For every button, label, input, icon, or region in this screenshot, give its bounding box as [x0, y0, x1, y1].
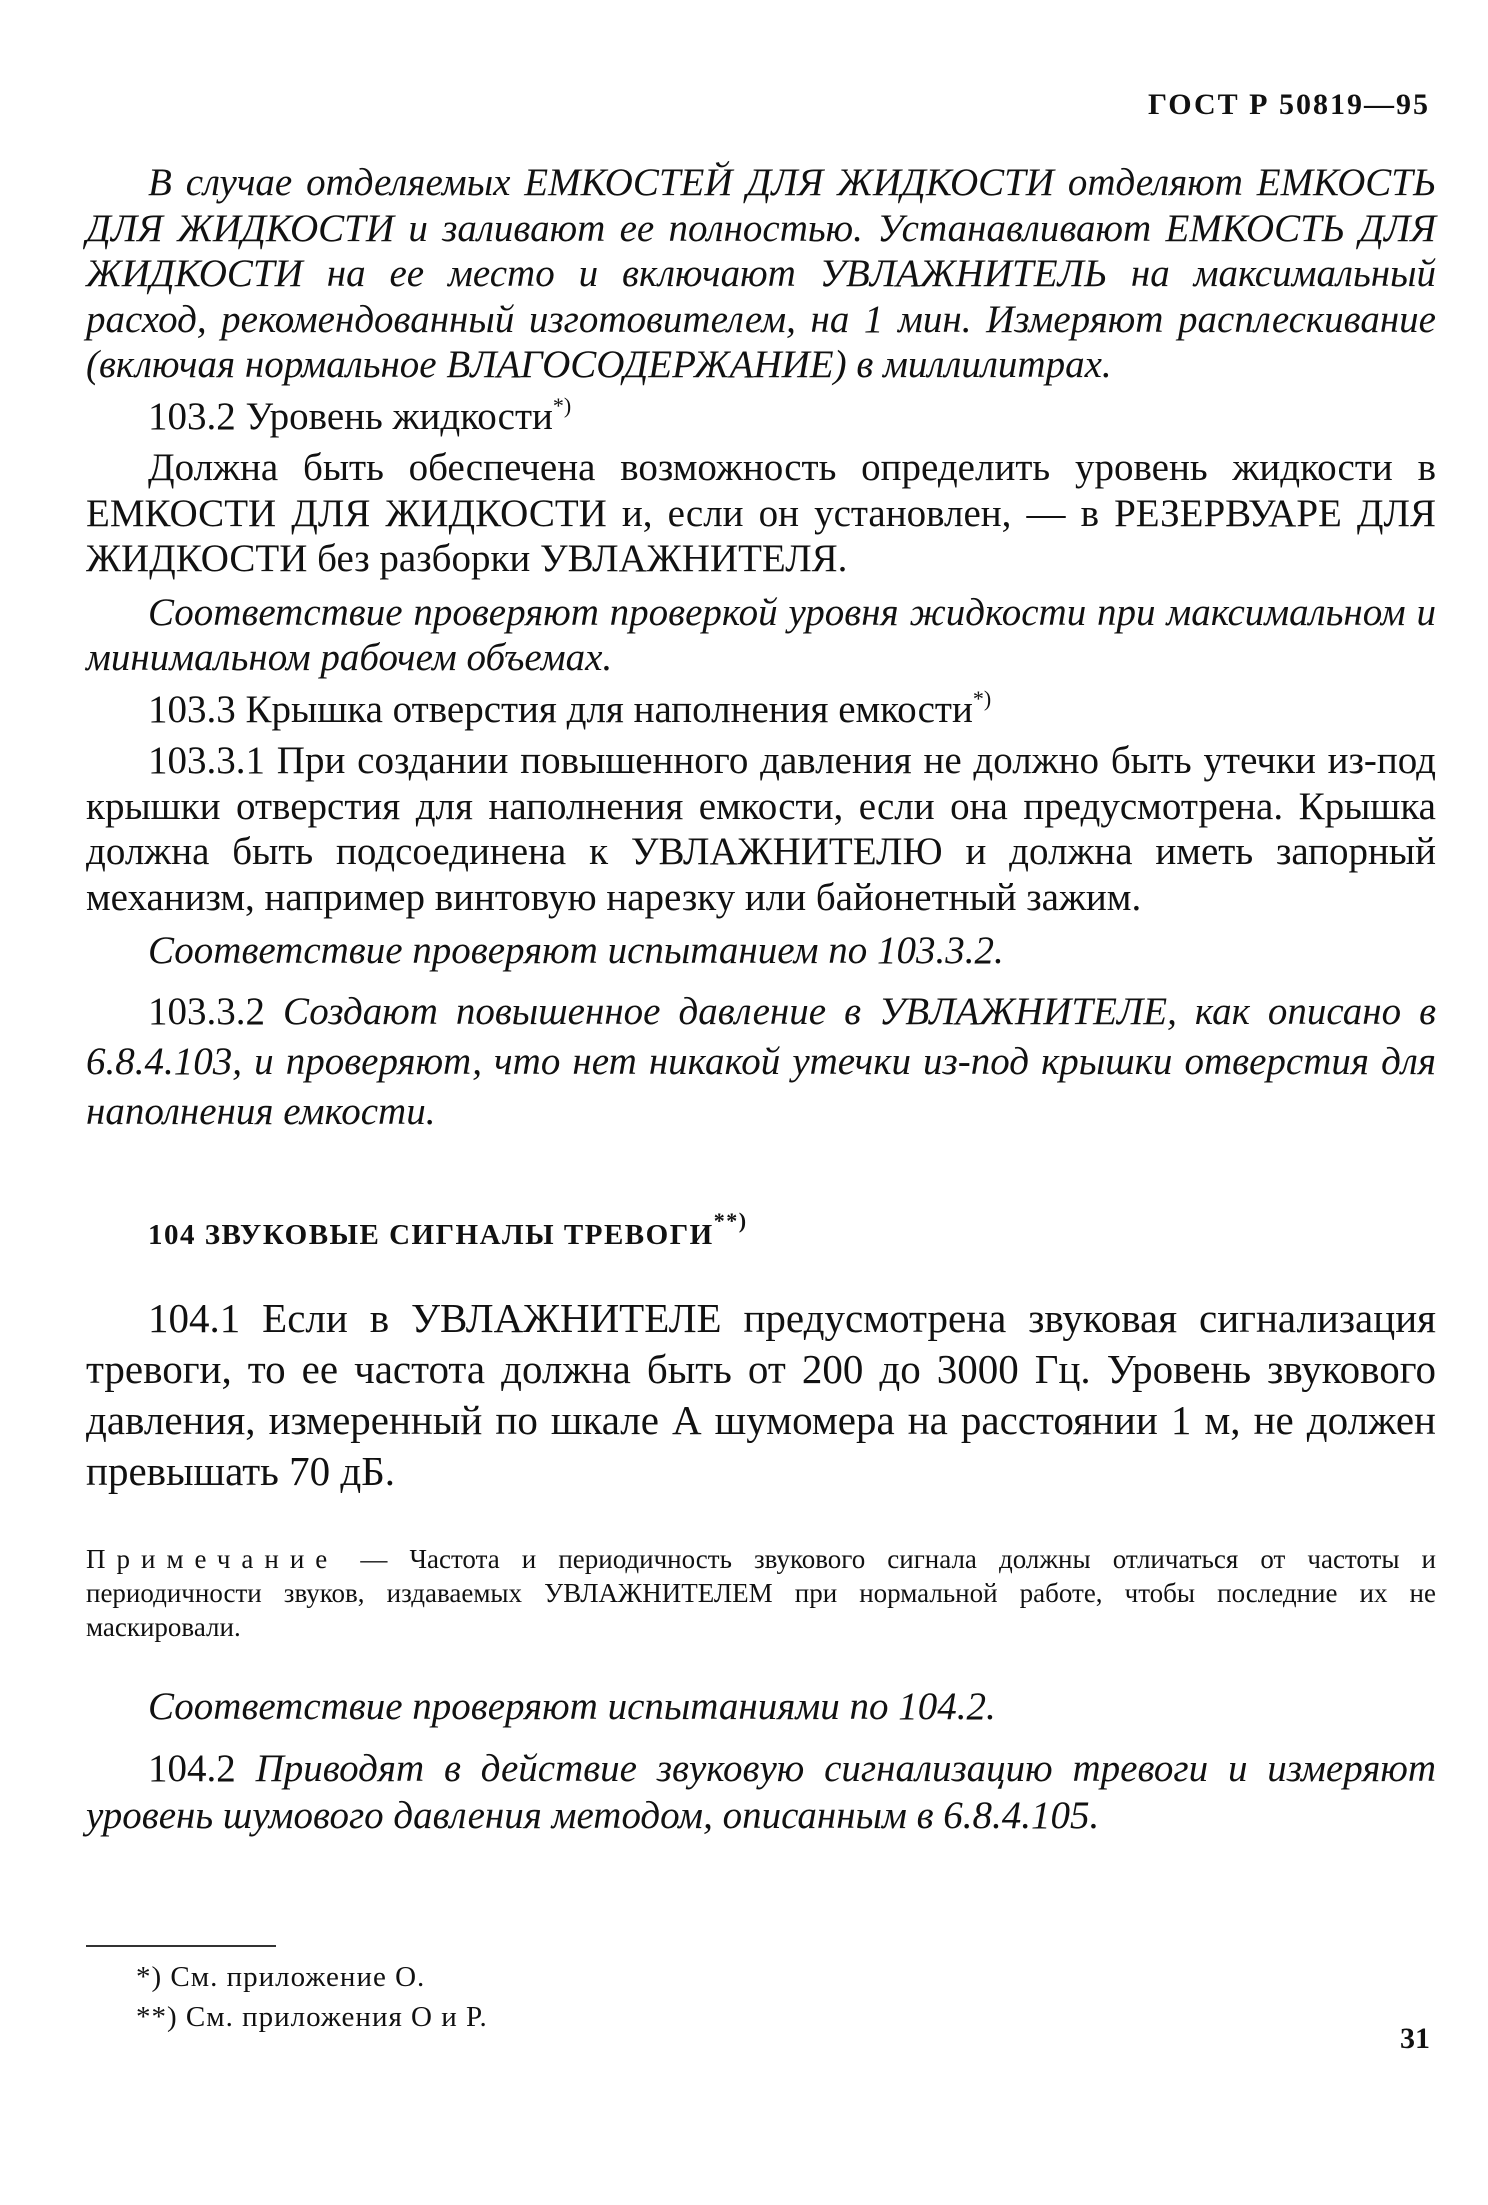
- paragraph-liquid-level: Должна быть обеспечена возможность определить уровень жидкости в ЕМКОСТИ ДЛЯ ЖИДКОСТИ и, если он установлен, — в РЕЗЕРВУАРЕ ДЛЯ ЖИДКОСТИ без разборки УВЛАЖНИТЕЛЯ.: [86, 446, 1436, 580]
- page-header: ГОСТ Р 50819—95: [1147, 88, 1430, 121]
- footnote-mark: *): [136, 1961, 163, 1993]
- section-103-2-title-text: 103.2 Уровень жидкости: [148, 394, 553, 438]
- clause-text: Приводят в действие звуковую сигнализацию тревоги и измеряют уровень шумового давления методом, описанным в 6.8.4.105.: [86, 1747, 1436, 1837]
- footnote-item: [136, 1997, 488, 2037]
- footnotes: [136, 1957, 488, 2037]
- clause-text: Создают повышенное давление в УВЛАЖНИТЕЛЕ, как описано в 6.8.4.103, и проверяют, что нет никакой утечки из-под крышки отверстия для наполнения емкости.: [86, 989, 1437, 1133]
- footnote-ref: **): [713, 1207, 748, 1233]
- note-label: Примечание: [86, 1543, 339, 1574]
- section-104-heading-text: 104 ЗВУКОВЫЕ СИГНАЛЫ ТРЕВОГИ: [148, 1218, 714, 1251]
- paragraph-104-2: [86, 1745, 1436, 1839]
- clause-number: 104.2: [148, 1747, 236, 1790]
- paragraph-spill-test: В случае отделяемых ЕМКОСТЕЙ ДЛЯ ЖИДКОСТИ отделяют ЕМКОСТЬ ДЛЯ ЖИДКОСТИ и заливают ее полностью. Устанавливают ЕМКОСТЬ ДЛЯ ЖИДКОСТИ на ее место и включают УВЛАЖНИТЕЛЬ на максимальный расход, рекомендованный изготовителем, на 1 мин. Измеряют расплескивание (включая нормальное ВЛАГОСОДЕРЖАНИЕ) в миллилитрах.: [86, 161, 1436, 386]
- section-104-heading: [148, 1207, 1436, 1255]
- paragraph-103-3-1: 103.3.1 При создании повышенного давления не должно быть утечки из-под крышки отверстия для наполнения емкости, если она предусмотрена. Крышка должна быть подсоединена к УВЛАЖНИТЕЛЮ и должна иметь запорный механизм, например винтовую нарезку или байонетный зажим.: [86, 739, 1436, 919]
- section-103-3-title-text: 103.3 Крышка отверстия для наполнения емкости: [148, 687, 973, 731]
- paragraph-liquid-level-conformity: Соответствие проверяют проверкой уровня жидкости при максимальном и минимальном рабочем объемах.: [86, 590, 1436, 679]
- page-body: [86, 160, 1436, 1839]
- section-103-3-title: [86, 687, 1436, 733]
- paragraph-103-3-1-conformity: Соответствие проверяют испытанием по 103.3.2.: [148, 929, 1004, 972]
- note-block: [86, 1542, 1436, 1644]
- paragraph-103-3-2: [86, 987, 1436, 1137]
- footnote-mark: **): [136, 2001, 178, 2033]
- footnote-divider: [86, 1945, 276, 1947]
- footnote-text: См. приложения О и Р.: [185, 2001, 488, 2033]
- footnote-ref: *): [972, 685, 992, 711]
- section-103-2-title: [86, 394, 1436, 440]
- page-number: 31: [1400, 2022, 1430, 2055]
- paragraph-104-1-conformity: Соответствие проверяют испытаниями по 104.2.: [148, 1684, 996, 1728]
- footnote-item: [136, 1957, 488, 1997]
- clause-number: 103.3.2: [148, 989, 265, 1033]
- paragraph-104-1: 104.1 Если в УВЛАЖНИТЕЛЕ предусмотрена звуковая сигнализация тревоги, то ее частота должна быть от 200 до 3000 Гц. Уровень звукового давления, измеренный по шкале А шумомера на расстоянии 1 м, не должен превышать 70 дБ.: [86, 1294, 1436, 1494]
- footnote-text: См. приложение О.: [170, 1961, 426, 1993]
- note-text: — Частота и периодичность звукового сигнала должны отличаться от частоты и периодичности звуков, издаваемых УВЛАЖНИТЕЛЕМ при нормальной работе, чтобы последние их не маскировали.: [86, 1543, 1436, 1642]
- footnote-ref: *): [552, 392, 572, 418]
